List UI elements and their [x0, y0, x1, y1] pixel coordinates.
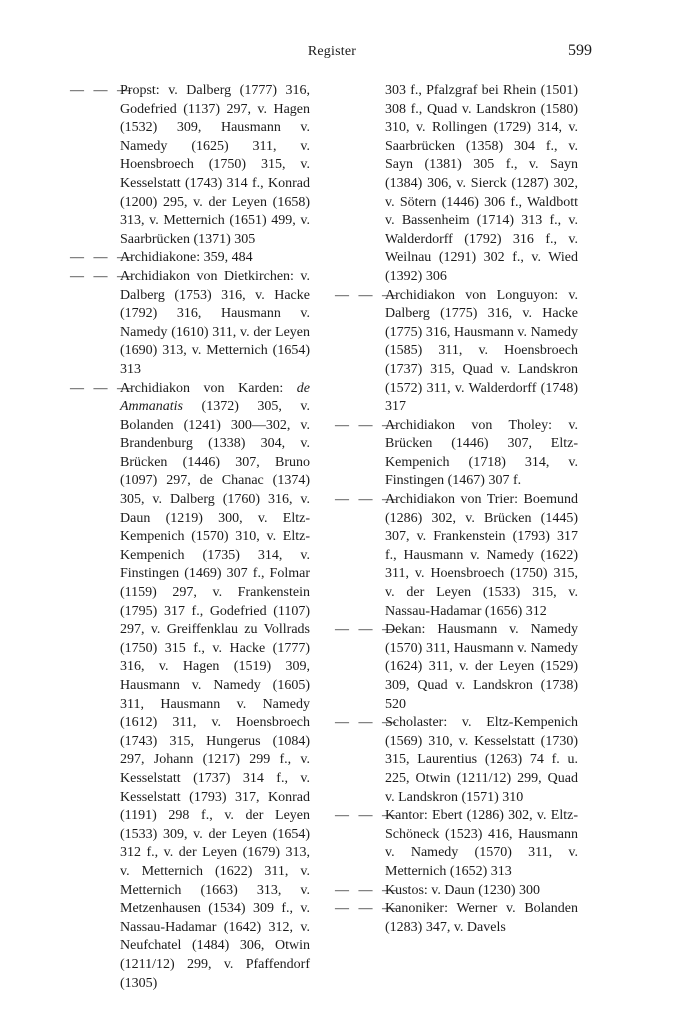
index-entry-continued — [335, 82, 578, 287]
entry-text: Kantor: Ebert (1286) 302, v. Eltz-Schöneck (1523) 416, Hausmann v. Namedy (1570) 311, v. Metternich (1652) 313 — [385, 808, 578, 879]
page-number: 599 — [568, 42, 592, 59]
index-entry — [335, 714, 578, 807]
entry-text: Archidiakon von Longuyon: v. Dalberg (1775) 316, v. Hacke (1775) 316, Hausmann v. Namedy (1585) 311, v. Hoensbroech (1737) 315, Quad v. Landskron (1572) 311, v. Walderdorff (1748) 317 — [385, 287, 578, 415]
index-entry — [335, 807, 578, 881]
index-entry — [335, 287, 578, 417]
index-entry — [70, 380, 310, 994]
entry-dash: — — — — [335, 492, 399, 508]
entry-dash: — — — — [335, 901, 399, 917]
entry-dash: — — — — [335, 417, 399, 433]
entry-dash: — — — — [335, 808, 399, 824]
index-entry — [335, 621, 578, 714]
entry-dash: — — — — [70, 268, 134, 284]
entry-text: Scholaster: v. Eltz-Kempenich (1569) 310, v. Kesselstatt (1730) 315, Laurentius (1263) 74 f. u. 225, Otwin (1211/12) 299, Quad v. Landskron (1571) 310 — [385, 715, 578, 805]
entry-text: Archidiakon von Dietkirchen: v. Dalberg (1753) 316, v. Hacke (1792) 316, Hausmann v. Namedy (1610) 311, v. der Leyen (1690) 313, v. Metternich (1654) 313 — [120, 268, 310, 377]
index-entry — [70, 268, 310, 380]
entry-dash: — — — — [70, 250, 134, 266]
entry-text: Archidiakone: 359, 484 — [120, 250, 253, 266]
entry-text-pre: Archidiakon von Karden: — [120, 380, 297, 396]
page-header — [72, 44, 592, 66]
entry-text-italic: de Ammanatis — [120, 380, 310, 415]
right-column — [335, 82, 578, 937]
entry-dash: — — — — [335, 882, 399, 898]
left-column — [70, 82, 310, 993]
index-entry — [335, 900, 578, 937]
entry-text: 303 f., Pfalzgraf bei Rhein (1501) 308 f., Quad v. Landskron (1580) 310, v. Rollingen (1729) 314, v. Saarbrücken (1358) 304 f., v. Sayn (1381) 305 f., v. Sayn (1384) 306, v. Sierck (1287) 302, v. Sötern (1446) 306 f., Waldbott v. Bassenheim (1714) 313 f., v. Walderdorff (1792) 316 f., v. Weilnau (1291) 302 f., v. Wied (1392) 306 — [385, 83, 578, 284]
entry-text: Kustos: v. Daun (1230) 300 — [385, 882, 541, 898]
index-entry — [335, 491, 578, 621]
entry-text: Archidiakon von Tholey: v. Brücken (1446) 307, Eltz-Kempenich (1718) 314, v. Finstingen (1467) 307 f. — [385, 417, 578, 489]
entry-text: Propst: v. Dalberg (1777) 316, Godefried (1137) 297, v. Hagen (1532) 309, Hausmann v. Namedy (1625) 311, v. Hoensbroech (1750) 315, v. Kesselstatt (1743) 314 f., Konrad (1200) 295, v. der Leyen (1658) 313, v. Metternich (1651) 499, v. Saarbrücken (1371) 305 — [120, 83, 310, 247]
entry-dash: — — — — [335, 622, 399, 638]
entry-text-rest: (1372) 305, v. Bolanden (1241) 300—302, v. Brandenburg (1338) 304, v. Brücken (1446) 307, Bruno (1097) 297, de Chanac (1374) 305, v. Dalberg (1760) 316, v. Daun (1219) 300, v. Eltz-Kempenich (1570) 310, v. Eltz-Kempenich (1735) 314, v. Finstingen (1469) 307 f., Folmar (1159) 297, v. Frankenstein (1795) 317 f., Godefried (1107) 297, v. Greiffenklau zu Vollrads (1750) 315 f., v. Hacke (1777) 316, v. Hagen (1519) 309, Hausmann v. Namedy (1605) 311, Hausmann v. Namedy (1612) 311, v. Hoensbroech (1743) 315, Hungerus (1084) 297, Johann (1217) 299 f., v. Kesselstatt (1737) 314 f., v. Kesselstatt (1793) 317, Konrad (1191) 298 f., v. der Leyen (1533) 309, v. der Leyen (1654) 312 f., v. der Leyen (1679) 313, v. Metternich (1622) 311, v. Metternich (1663) 313, v. Metzenhausen (1534) 309 f., v. Nassau-Hadamar (1642) 312, v. Neufchatel (1484) 306, Otwin (1211/12) 299, v. Pfaffendorf (1305) — [120, 399, 310, 991]
entry-dash: — — — — [70, 380, 134, 396]
entry-text: Dekan: Hausmann v. Namedy (1570) 311, Hausmann v. Namedy (1624) 311, v. der Leyen (1529) 309, Quad v. Landskron (1738) 520 — [385, 622, 578, 712]
entry-text: Kanoniker: Werner v. Bolanden (1283) 347, v. Davels — [385, 901, 578, 935]
index-entry — [335, 417, 578, 491]
running-title: Register — [307, 44, 357, 59]
entry-dash: — — — — [70, 83, 134, 98]
index-entry — [70, 82, 310, 249]
entry-dash: — — — — [335, 715, 399, 731]
index-entry — [70, 249, 310, 268]
entry-dash: — — — — [335, 287, 399, 303]
index-entry — [335, 882, 578, 901]
entry-text — [120, 380, 310, 994]
entry-text: Archidiakon von Trier: Boemund (1286) 302, v. Brücken (1445) 307, v. Frankenstein (1793) 317 f., Hausmann v. Namedy (1622) 311, v. Hoensbroech (1750) 315, v. der Leyen (1533) 315, v. Nassau-Hadamar (1656) 312 — [385, 492, 578, 619]
